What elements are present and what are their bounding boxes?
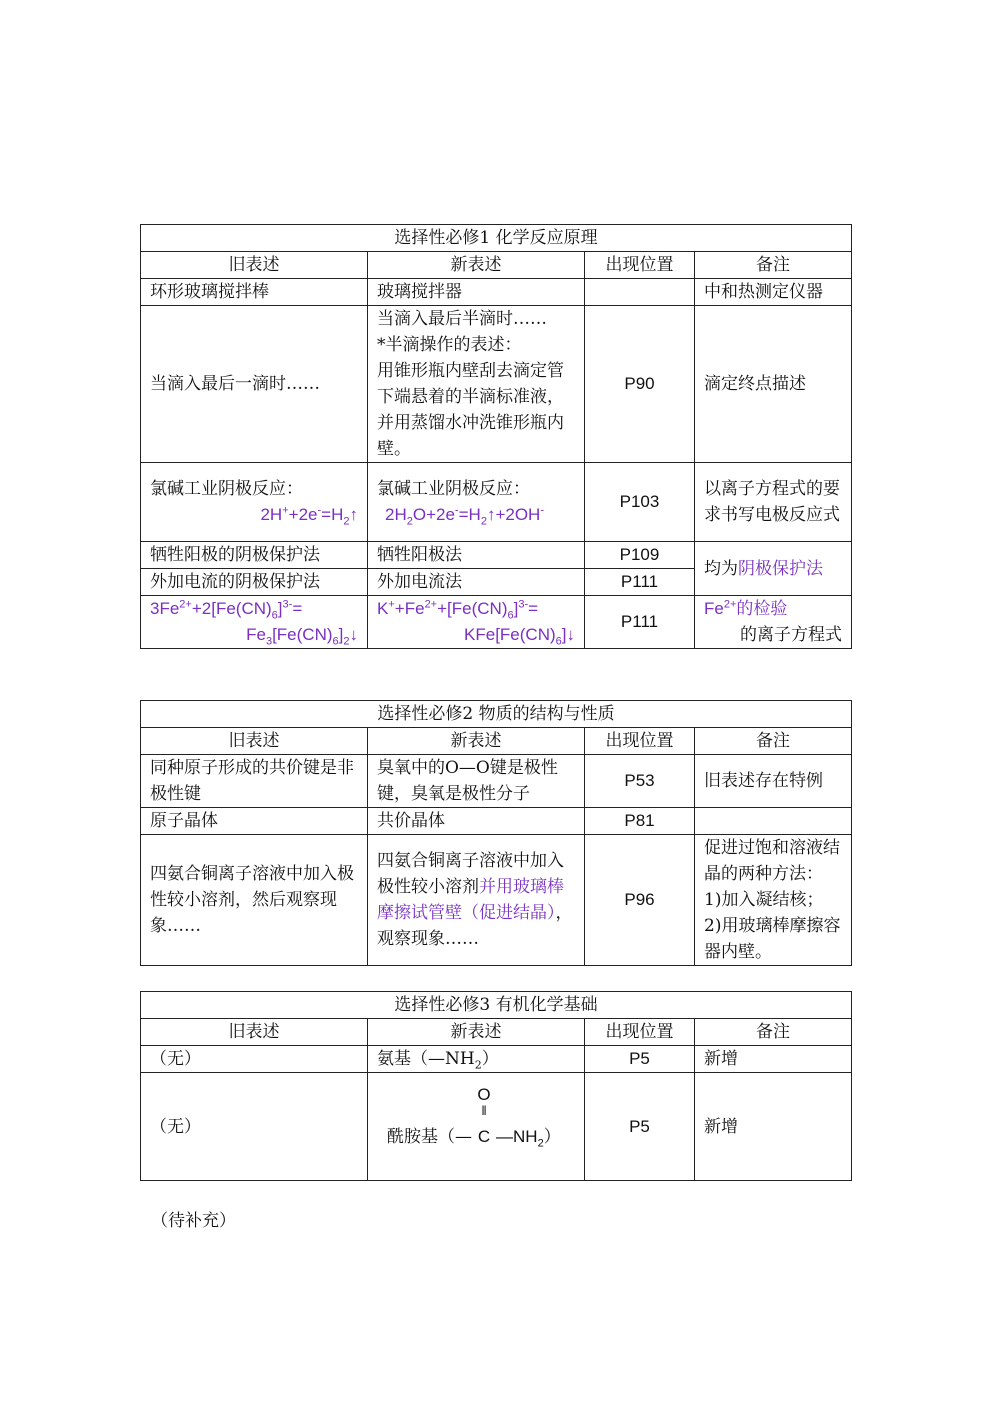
cell-note: 新增 [695,1073,852,1181]
cell-note: 滴定终点描述 [695,306,852,463]
cell-old: 牺牲阳极的阴极保护法 [141,542,368,569]
header-new: 新表述 [368,1019,585,1046]
cell-new: 氨基$(—NH_2)$ [368,1046,585,1073]
cell-note [695,808,852,835]
table-row [141,755,852,808]
cell-pos: P53 [585,755,695,808]
header-pos: 出现位置 [585,1019,695,1046]
header-new: 新表述 [368,728,585,755]
cell-note [695,596,852,649]
cell-pos: P96 [585,835,695,966]
cell-note: 中和热测定仪器 [695,279,852,306]
table-row [141,808,852,835]
table-3 [140,991,852,1181]
cell-pos: P111 [585,596,695,649]
table-3-title: 选择性必修3 有机化学基础 [141,992,852,1019]
cell-pos: P111 [585,569,695,596]
cell-new: 外加电流法 [368,569,585,596]
note-line: 1)加入凝结核； [704,890,824,910]
cell-old: 环形玻璃搅拌棒 [141,279,368,306]
cell-old: （无） [141,1046,368,1073]
new-line: 用锥形瓶内壁刮去滴定管下端悬着的半滴标准液，并用蒸馏水冲洗锥形瓶内壁。 [377,361,564,459]
cell-old: 当滴入最后一滴时…… [141,306,368,463]
table-row [141,835,852,966]
new-line: 当滴入最后半滴时…… [377,309,547,329]
header-old: 旧表述 [141,252,368,279]
table-1-title: 选择性必修1 化学反应原理 [141,225,852,252]
cell-old: （无） [141,1073,368,1181]
cell-old: 原子晶体 [141,808,368,835]
table-1 [140,224,852,649]
cell-new: 牺牲阳极法 [368,542,585,569]
table-row [141,1073,852,1181]
new-line: 氯碱工业阴极反应： [377,479,530,499]
header-pos: 出现位置 [585,252,695,279]
cell-new: 酰胺基（— O ‖ C $—NH_2$） [368,1073,585,1181]
table-2 [140,700,852,966]
cell-note: 新增 [695,1046,852,1073]
cell-old: 同种原子形成的共价键是非极性键 [141,755,368,808]
old-equation: $2H^++2e^-=H_2↑$ [260,504,358,528]
header-note: 备注 [695,252,852,279]
table-2-title: 选择性必修2 物质的结构与性质 [141,701,852,728]
table-row [141,542,852,569]
cell-old [141,463,368,542]
cell-note: 以离子方程式的要求书写电极反应式 [695,463,852,542]
cell-pos [585,279,695,306]
cell-pos: P5 [585,1046,695,1073]
cell-pos: P109 [585,542,695,569]
table-header-row [141,728,852,755]
table-row [141,463,852,542]
table-header-row [141,1019,852,1046]
table-header-row [141,252,852,279]
note-line: 促进过饱和溶液结晶的两种方法： [704,838,840,884]
header-old: 旧表述 [141,728,368,755]
table-row [141,306,852,463]
cell-note: 均为阴极保护法 [695,542,852,596]
cell-note [695,835,852,966]
new-equation-line1: $K^++Fe^{2+}+[Fe(CN)_6]^{3-}=$ [377,598,539,622]
header-new: 新表述 [368,252,585,279]
cell-old: 外加电流的阴极保护法 [141,569,368,596]
cell-new: 四氨合铜离子溶液中加入极性较小溶剂并用玻璃棒摩擦试管壁（促进结晶），观察现象…… [368,835,585,966]
note-line: 2)用玻璃棒摩擦容器内壁。 [704,916,841,962]
carbonyl-structure: O ‖ C [477,1084,491,1146]
header-old: 旧表述 [141,1019,368,1046]
header-pos: 出现位置 [585,728,695,755]
cell-pos: P103 [585,463,695,542]
cell-new [368,306,585,463]
note-line2: 的离子方程式 [740,625,842,645]
cell-new [368,596,585,649]
new-equation: $2H_2O+2e^-=H_2↑+2OH^-$ [385,504,544,528]
cell-old [141,596,368,649]
old-equation-line1: $3Fe^{2+}+2[Fe(CN)_6]^{3-}=$ [150,598,303,622]
cell-new: 玻璃搅拌器 [368,279,585,306]
table-row [141,1046,852,1073]
cell-new [368,463,585,542]
cell-note: 旧表述存在特例 [695,755,852,808]
new-equation-line2: $KFe[Fe(CN)_6]↓$ [464,625,575,648]
cell-pos: P5 [585,1073,695,1181]
footnote: （待补充） [151,1211,236,1231]
cell-new: 臭氧中的O—O键是极性键，臭氧是极性分子 [368,755,585,808]
cell-new: 共价晶体 [368,808,585,835]
header-note: 备注 [695,1019,852,1046]
cell-pos: P81 [585,808,695,835]
header-note: 备注 [695,728,852,755]
old-line: 氯碱工业阴极反应： [150,479,303,499]
note-line1: $Fe^{2+}$的检验 [704,598,788,619]
new-line: *半滴操作的表述： [377,335,522,355]
table-row [141,279,852,306]
table-row [141,596,852,649]
old-equation-line2: $Fe_3[Fe(CN)_6]_2↓$ [246,625,358,648]
cell-pos: P90 [585,306,695,463]
cell-old: 四氨合铜离子溶液中加入极性较小溶剂，然后观察现象…… [141,835,368,966]
